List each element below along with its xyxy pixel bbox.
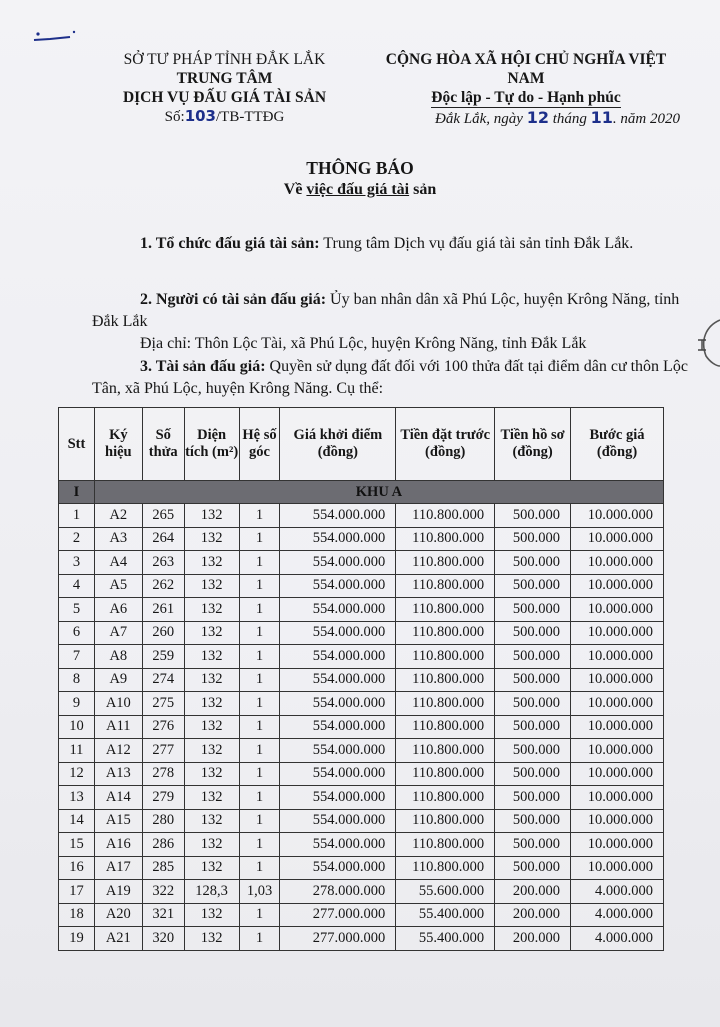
cell-stt: 4: [59, 574, 95, 598]
cell-tien-dat-truoc: 110.800.000: [396, 621, 495, 645]
cell-he-so-goc: 1: [239, 621, 280, 645]
cell-stt: 6: [59, 621, 95, 645]
pen-mark: [30, 26, 80, 46]
cell-dien-tich: 128,3: [184, 880, 239, 904]
cell-tien-ho-so: 500.000: [495, 668, 571, 692]
cell-stt: 13: [59, 786, 95, 810]
date-day-handwritten: 12: [526, 108, 549, 127]
cell-gia-khoi-diem: 554.000.000: [280, 551, 396, 575]
cell-tien-dat-truoc: 110.800.000: [396, 645, 495, 669]
cell-buoc-gia: 4.000.000: [571, 880, 664, 904]
cell-stt: 3: [59, 551, 95, 575]
title-main: THÔNG BÁO: [306, 158, 414, 178]
cell-stt: 1: [59, 504, 95, 528]
cell-dien-tich: 132: [184, 715, 239, 739]
cell-dien-tich: 132: [184, 621, 239, 645]
table-row: [59, 645, 664, 669]
cell-dien-tich: 132: [184, 856, 239, 880]
cell-so-thua: 280: [142, 809, 184, 833]
cell-ky-hieu: A8: [94, 645, 142, 669]
cell-tien-ho-so: 500.000: [495, 739, 571, 763]
table-row: [59, 739, 664, 763]
cell-tien-dat-truoc: 110.800.000: [396, 833, 495, 857]
cell-so-thua: 265: [142, 504, 184, 528]
cell-gia-khoi-diem: 554.000.000: [280, 645, 396, 669]
cell-gia-khoi-diem: 554.000.000: [280, 809, 396, 833]
cell-gia-khoi-diem: 554.000.000: [280, 621, 396, 645]
cell-tien-ho-so: 500.000: [495, 527, 571, 551]
cell-buoc-gia: 10.000.000: [571, 715, 664, 739]
cell-so-thua: 321: [142, 903, 184, 927]
col-header-ky-hieu: Ký hiệu: [94, 408, 142, 481]
title-subject: Về việc đấu giá tài sản: [283, 181, 437, 198]
cell-buoc-gia: 4.000.000: [571, 903, 664, 927]
cell-gia-khoi-diem: 554.000.000: [280, 739, 396, 763]
cell-he-so-goc: 1: [239, 645, 280, 669]
asset-table: [58, 407, 664, 951]
cell-buoc-gia: 10.000.000: [571, 762, 664, 786]
cell-stt: 2: [59, 527, 95, 551]
cell-buoc-gia: 10.000.000: [571, 668, 664, 692]
doc-number: Số:103/TB-TTĐG: [164, 107, 285, 125]
cell-ky-hieu: A10: [94, 692, 142, 716]
cell-tien-ho-so: 500.000: [495, 504, 571, 528]
cell-he-so-goc: 1: [239, 574, 280, 598]
cell-ky-hieu: A19: [94, 880, 142, 904]
cell-tien-dat-truoc: 110.800.000: [396, 574, 495, 598]
cell-so-thua: 322: [142, 880, 184, 904]
table-row: [59, 762, 664, 786]
section-2: 2. Người có tài sản đấu giá: Ủy ban nhân dân xã Phú Lộc, huyện Krông Năng, tỉnh Đắk Lắk: [92, 291, 680, 330]
cell-tien-ho-so: 200.000: [495, 903, 571, 927]
cell-he-so-goc: 1: [239, 598, 280, 622]
cell-tien-ho-so: 500.000: [495, 833, 571, 857]
cell-tien-ho-so: 500.000: [495, 786, 571, 810]
cell-ky-hieu: A15: [94, 809, 142, 833]
cell-buoc-gia: 10.000.000: [571, 809, 664, 833]
table-row: [59, 527, 664, 551]
cell-tien-ho-so: 500.000: [495, 856, 571, 880]
cell-dien-tich: 132: [184, 762, 239, 786]
group-number: I: [59, 481, 95, 504]
table-header-row: [59, 408, 664, 481]
cell-stt: 8: [59, 668, 95, 692]
cell-gia-khoi-diem: 554.000.000: [280, 786, 396, 810]
cell-tien-ho-so: 500.000: [495, 809, 571, 833]
cell-tien-dat-truoc: 55.600.000: [396, 880, 495, 904]
cell-tien-dat-truoc: 110.800.000: [396, 527, 495, 551]
cell-so-thua: 275: [142, 692, 184, 716]
cell-stt: 18: [59, 903, 95, 927]
cell-gia-khoi-diem: 554.000.000: [280, 668, 396, 692]
cell-buoc-gia: 10.000.000: [571, 833, 664, 857]
cell-he-so-goc: 1: [239, 927, 280, 951]
group-name: KHU A: [94, 481, 663, 504]
cell-tien-dat-truoc: 110.800.000: [396, 856, 495, 880]
national-heading: [366, 50, 686, 108]
cell-buoc-gia: 10.000.000: [571, 786, 664, 810]
cell-buoc-gia: 4.000.000: [571, 927, 664, 951]
cell-so-thua: 259: [142, 645, 184, 669]
cell-gia-khoi-diem: 278.000.000: [280, 880, 396, 904]
cell-ky-hieu: A14: [94, 786, 142, 810]
cell-tien-dat-truoc: 110.800.000: [396, 692, 495, 716]
issuing-org-block: [92, 50, 357, 127]
cell-so-thua: 264: [142, 527, 184, 551]
cell-tien-dat-truoc: 110.800.000: [396, 762, 495, 786]
org-line-2: TRUNG TÂM: [176, 70, 273, 87]
cell-gia-khoi-diem: 554.000.000: [280, 833, 396, 857]
cell-tien-dat-truoc: 110.800.000: [396, 504, 495, 528]
cell-tien-dat-truoc: 55.400.000: [396, 903, 495, 927]
cell-so-thua: 263: [142, 551, 184, 575]
cell-tien-ho-so: 500.000: [495, 551, 571, 575]
cell-gia-khoi-diem: 277.000.000: [280, 903, 396, 927]
doc-number-handwritten: 103: [184, 107, 216, 125]
cell-stt: 16: [59, 856, 95, 880]
cell-ky-hieu: A21: [94, 927, 142, 951]
cell-so-thua: 262: [142, 574, 184, 598]
cell-tien-dat-truoc: 110.800.000: [396, 809, 495, 833]
document-title: [0, 157, 720, 201]
cell-tien-dat-truoc: 110.800.000: [396, 551, 495, 575]
cell-buoc-gia: 10.000.000: [571, 621, 664, 645]
cell-so-thua: 274: [142, 668, 184, 692]
cell-gia-khoi-diem: 277.000.000: [280, 927, 396, 951]
cell-gia-khoi-diem: 554.000.000: [280, 504, 396, 528]
cell-he-so-goc: 1: [239, 692, 280, 716]
national-motto: Độc lập - Tự do - Hạnh phúc: [431, 89, 621, 106]
cell-he-so-goc: 1: [239, 527, 280, 551]
cell-stt: 11: [59, 739, 95, 763]
cell-buoc-gia: 10.000.000: [571, 504, 664, 528]
cell-dien-tich: 132: [184, 927, 239, 951]
cell-so-thua: 260: [142, 621, 184, 645]
cell-he-so-goc: 1: [239, 739, 280, 763]
cell-dien-tich: 132: [184, 692, 239, 716]
cell-gia-khoi-diem: 554.000.000: [280, 527, 396, 551]
cell-dien-tich: 132: [184, 527, 239, 551]
cell-gia-khoi-diem: 554.000.000: [280, 598, 396, 622]
cell-so-thua: 278: [142, 762, 184, 786]
cell-buoc-gia: 10.000.000: [571, 574, 664, 598]
cell-so-thua: 320: [142, 927, 184, 951]
cell-gia-khoi-diem: 554.000.000: [280, 692, 396, 716]
cell-dien-tich: 132: [184, 598, 239, 622]
cell-he-so-goc: 1: [239, 786, 280, 810]
table-row: [59, 903, 664, 927]
cell-ky-hieu: A9: [94, 668, 142, 692]
cell-ky-hieu: A6: [94, 598, 142, 622]
cell-stt: 10: [59, 715, 95, 739]
cell-dien-tich: 132: [184, 551, 239, 575]
table-row: [59, 786, 664, 810]
col-header-stt: Stt: [59, 408, 95, 481]
col-header-gia-khoi-diem: Giá khởi điểm (đồng): [280, 408, 396, 481]
cell-he-so-goc: 1: [239, 504, 280, 528]
org-line-1: SỞ TƯ PHÁP TỈNH ĐẮK LẮK: [123, 51, 326, 68]
cell-he-so-goc: 1: [239, 833, 280, 857]
org-line-3: DỊCH VỤ ĐẤU GIÁ TÀI SẢN: [122, 89, 327, 106]
cell-gia-khoi-diem: 554.000.000: [280, 574, 396, 598]
cell-stt: 7: [59, 645, 95, 669]
cell-so-thua: 261: [142, 598, 184, 622]
cell-tien-ho-so: 500.000: [495, 762, 571, 786]
cell-so-thua: 279: [142, 786, 184, 810]
cell-ky-hieu: A11: [94, 715, 142, 739]
cell-gia-khoi-diem: 554.000.000: [280, 762, 396, 786]
cell-gia-khoi-diem: 554.000.000: [280, 856, 396, 880]
cell-so-thua: 286: [142, 833, 184, 857]
cell-he-so-goc: 1: [239, 903, 280, 927]
cell-tien-dat-truoc: 110.800.000: [396, 668, 495, 692]
cell-buoc-gia: 10.000.000: [571, 739, 664, 763]
cell-dien-tich: 132: [184, 739, 239, 763]
cell-tien-dat-truoc: 110.800.000: [396, 598, 495, 622]
cell-he-so-goc: 1: [239, 551, 280, 575]
cell-he-so-goc: 1: [239, 762, 280, 786]
cell-stt: 17: [59, 880, 95, 904]
cell-tien-ho-so: 500.000: [495, 621, 571, 645]
col-header-tien-ho-so: Tiền hồ sơ (đồng): [495, 408, 571, 481]
cell-dien-tich: 132: [184, 809, 239, 833]
table-row: [59, 927, 664, 951]
cell-ky-hieu: A5: [94, 574, 142, 598]
cell-ky-hieu: A3: [94, 527, 142, 551]
cell-ky-hieu: A7: [94, 621, 142, 645]
cell-gia-khoi-diem: 554.000.000: [280, 715, 396, 739]
cell-tien-ho-so: 500.000: [495, 574, 571, 598]
date-month-handwritten: 11: [590, 108, 613, 127]
cell-stt: 14: [59, 809, 95, 833]
cell-so-thua: 285: [142, 856, 184, 880]
section-2-address: Địa chỉ: Thôn Lộc Tài, xã Phú Lộc, huyện Krông Năng, tỉnh Đắk Lắk: [140, 335, 587, 352]
table-row: [59, 692, 664, 716]
cell-so-thua: 277: [142, 739, 184, 763]
cell-buoc-gia: 10.000.000: [571, 645, 664, 669]
cell-stt: 12: [59, 762, 95, 786]
table-row: [59, 856, 664, 880]
cell-dien-tich: 132: [184, 574, 239, 598]
table-row: [59, 621, 664, 645]
cell-so-thua: 276: [142, 715, 184, 739]
table-row: [59, 598, 664, 622]
cell-he-so-goc: 1: [239, 809, 280, 833]
cell-buoc-gia: 10.000.000: [571, 692, 664, 716]
cell-buoc-gia: 10.000.000: [571, 551, 664, 575]
cell-dien-tich: 132: [184, 833, 239, 857]
nation-name: CỘNG HÒA XÃ HỘI CHỦ NGHĨA VIỆT NAM: [385, 51, 667, 87]
col-header-buoc-gia: Bước giá (đồng): [571, 408, 664, 481]
cell-stt: 9: [59, 692, 95, 716]
cell-ky-hieu: A4: [94, 551, 142, 575]
col-header-tien-dat-truoc: Tiền đặt trước (đồng): [396, 408, 495, 481]
cell-stt: 15: [59, 833, 95, 857]
cell-tien-dat-truoc: 55.400.000: [396, 927, 495, 951]
cell-ky-hieu: A2: [94, 504, 142, 528]
cell-tien-dat-truoc: 110.800.000: [396, 786, 495, 810]
table-row: [59, 833, 664, 857]
cell-buoc-gia: 10.000.000: [571, 527, 664, 551]
margin-stamp-mark: [692, 318, 720, 368]
cell-tien-ho-so: 500.000: [495, 692, 571, 716]
cell-tien-ho-so: 200.000: [495, 927, 571, 951]
cell-tien-ho-so: 500.000: [495, 645, 571, 669]
cell-dien-tich: 132: [184, 903, 239, 927]
cell-buoc-gia: 10.000.000: [571, 598, 664, 622]
cell-ky-hieu: A20: [94, 903, 142, 927]
col-header-he-so-goc: Hệ số góc: [239, 408, 280, 481]
cell-ky-hieu: A13: [94, 762, 142, 786]
col-header-dien-tich: Diện tích (m²): [184, 408, 239, 481]
cell-stt: 19: [59, 927, 95, 951]
cell-tien-ho-so: 500.000: [495, 715, 571, 739]
table-row: [59, 880, 664, 904]
section-1: 1. Tổ chức đấu giá tài sản: Trung tâm Dịch vụ đấu giá tài sản tỉnh Đắk Lắk.: [140, 235, 634, 252]
cell-he-so-goc: 1,03: [239, 880, 280, 904]
cell-ky-hieu: A16: [94, 833, 142, 857]
cell-tien-dat-truoc: 110.800.000: [396, 739, 495, 763]
table-row: [59, 504, 664, 528]
table-row: [59, 551, 664, 575]
table-row: [59, 668, 664, 692]
cell-dien-tich: 132: [184, 645, 239, 669]
cell-ky-hieu: A12: [94, 739, 142, 763]
cell-he-so-goc: 1: [239, 856, 280, 880]
cell-stt: 5: [59, 598, 95, 622]
group-row-khu-a: [59, 481, 664, 504]
cell-ky-hieu: A17: [94, 856, 142, 880]
section-3: 3. Tài sản đấu giá: Quyền sử dụng đất đối với 100 thửa đất tại điểm dân cư thôn Lộc Tân, xã Phú Lộc, huyện Krông Năng. Cụ thể:: [92, 358, 688, 397]
cell-dien-tich: 132: [184, 504, 239, 528]
cell-tien-ho-so: 500.000: [495, 598, 571, 622]
cell-dien-tich: 132: [184, 668, 239, 692]
date-line: Đắk Lắk, ngày 12 tháng 11. năm 2020: [435, 108, 680, 127]
cell-tien-dat-truoc: 110.800.000: [396, 715, 495, 739]
cell-buoc-gia: 10.000.000: [571, 856, 664, 880]
cell-dien-tich: 132: [184, 786, 239, 810]
cell-tien-ho-so: 200.000: [495, 880, 571, 904]
cell-he-so-goc: 1: [239, 668, 280, 692]
cell-he-so-goc: 1: [239, 715, 280, 739]
table-row: [59, 809, 664, 833]
col-header-so-thua: Số thửa: [142, 408, 184, 481]
table-row: [59, 715, 664, 739]
table-row: [59, 574, 664, 598]
